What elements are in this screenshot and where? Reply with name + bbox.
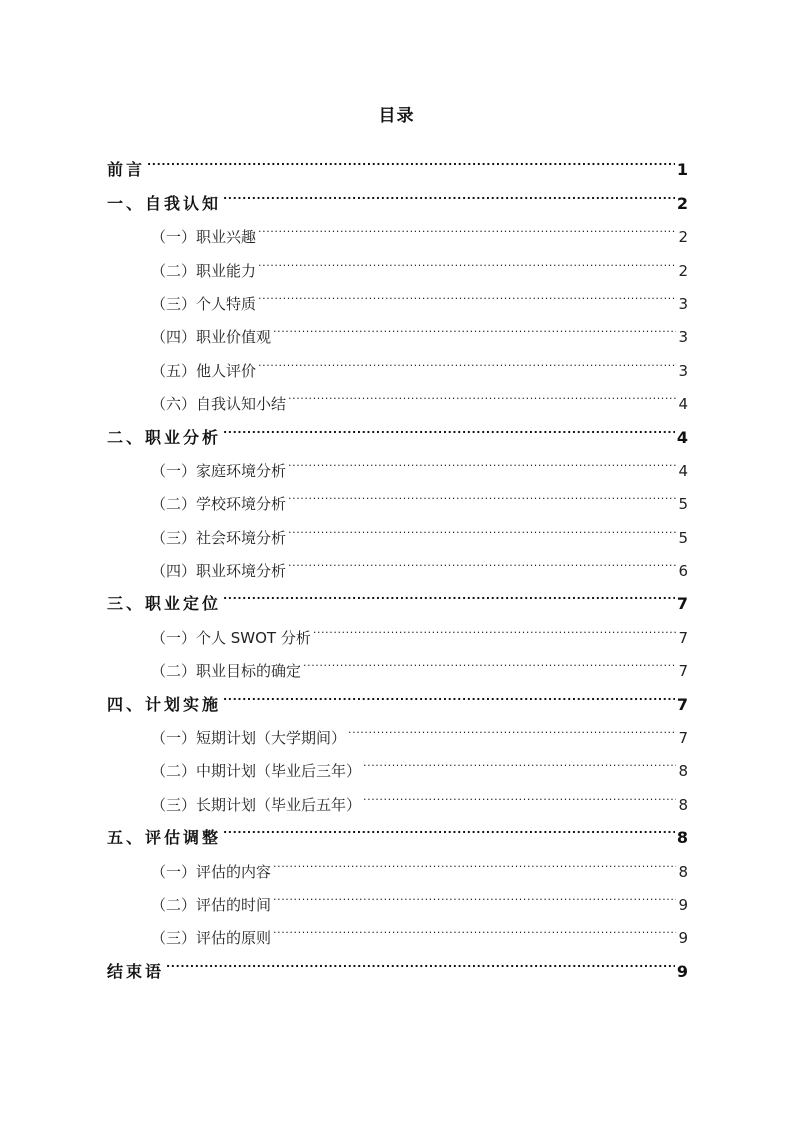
- dot-leader: [223, 576, 675, 609]
- toc-entry[interactable]: [107, 175, 688, 213]
- toc-entry-page: 4: [678, 395, 688, 414]
- toc-entry-page: 8: [678, 862, 688, 881]
- toc-entry-page: 9: [678, 929, 688, 948]
- toc-entry-page: 4: [676, 427, 688, 447]
- dot-leader: [288, 543, 676, 576]
- toc-entry-label: （六）自我认知小结: [151, 395, 287, 414]
- dot-leader: [303, 643, 676, 676]
- toc-entry-page: 5: [678, 528, 688, 547]
- toc-entry-page: 2: [676, 193, 688, 213]
- toc-entry-page: 8: [676, 828, 688, 848]
- toc-entry-page: 8: [678, 762, 688, 781]
- dot-leader: [258, 276, 676, 309]
- toc-entry-page: 7: [678, 628, 688, 647]
- dot-leader: [363, 743, 676, 776]
- toc-entry-label: （二）中期计划（毕业后三年）: [151, 762, 362, 781]
- toc-entry-page: 1: [676, 160, 688, 180]
- toc-entry-page: 7: [676, 694, 688, 714]
- toc-entry-label: 前言: [107, 160, 146, 180]
- dot-leader: [313, 609, 676, 642]
- toc-entry-page: 3: [678, 328, 688, 347]
- toc-entry-page: 4: [678, 461, 688, 480]
- toc-entry-label: （一）职业兴趣: [151, 228, 257, 247]
- toc-entry-label: （四）职业环境分析: [151, 562, 287, 581]
- toc-entry-page: 6: [678, 562, 688, 581]
- table-of-contents: [107, 142, 688, 981]
- dot-leader: [223, 409, 675, 442]
- toc-entry-label: 五、评估调整: [107, 828, 222, 848]
- dot-leader: [288, 443, 676, 476]
- dot-leader: [288, 476, 676, 509]
- toc-entry-label: （二）学校环境分析: [151, 495, 287, 514]
- dot-leader: [273, 910, 676, 943]
- dot-leader: [223, 175, 675, 208]
- toc-entry-page: 7: [678, 662, 688, 681]
- toc-entry-label: 四、计划实施: [107, 694, 222, 714]
- dot-leader: [258, 209, 676, 242]
- toc-entry-label: （三）个人特质: [151, 294, 257, 313]
- toc-entry-label: 结束语: [107, 961, 165, 981]
- toc-entry-label: （五）他人评价: [151, 361, 257, 380]
- dot-leader: [166, 943, 675, 976]
- toc-entry-label: （一）家庭环境分析: [151, 461, 287, 480]
- dot-leader: [223, 810, 675, 843]
- toc-entry-page: 2: [678, 261, 688, 280]
- toc-entry-label: （三）社会环境分析: [151, 528, 287, 547]
- toc-entry-label: （二）评估的时间: [151, 895, 272, 914]
- toc-entry-label: （二）职业能力: [151, 261, 257, 280]
- toc-entry-page: 7: [676, 594, 688, 614]
- toc-entry-page: 8: [678, 795, 688, 814]
- page-title: 目录: [378, 106, 415, 126]
- toc-entry-page: 5: [678, 495, 688, 514]
- toc-entry-label: 三、职业定位: [107, 594, 222, 614]
- toc-entry-page: 9: [678, 895, 688, 914]
- toc-entry-label: （三）评估的原则: [151, 929, 272, 948]
- toc-entry-label: （二）职业目标的确定: [151, 662, 302, 681]
- toc-entry[interactable]: [107, 943, 688, 981]
- toc-entry-page: 3: [678, 294, 688, 313]
- dot-leader: [273, 877, 676, 910]
- dot-leader: [273, 843, 676, 876]
- toc-entry-label: 一、自我认知: [107, 193, 222, 213]
- dot-leader: [288, 376, 676, 409]
- toc-entry[interactable]: [107, 142, 688, 180]
- dot-leader: [258, 242, 676, 275]
- toc-entry-page: 2: [678, 228, 688, 247]
- dot-leader: [273, 309, 676, 342]
- toc-entry-label: 二、职业分析: [107, 427, 222, 447]
- toc-entry-page: 7: [678, 729, 688, 748]
- dot-leader: [258, 342, 676, 375]
- dot-leader: [288, 509, 676, 542]
- toc-entry-page: 3: [678, 361, 688, 380]
- dot-leader: [348, 710, 676, 743]
- toc-entry-page: 9: [676, 961, 688, 981]
- toc-entry-label: （一）短期计划（大学期间）: [151, 729, 347, 748]
- toc-entry-label: （一）个人 SWOT 分析: [151, 628, 311, 647]
- toc-entry-label: （四）职业价值观: [151, 328, 272, 347]
- dot-leader: [147, 142, 675, 175]
- toc-entry-label: （一）评估的内容: [151, 862, 272, 881]
- toc-entry-label: （三）长期计划（毕业后五年）: [151, 795, 362, 814]
- dot-leader: [363, 776, 676, 809]
- dot-leader: [223, 676, 675, 709]
